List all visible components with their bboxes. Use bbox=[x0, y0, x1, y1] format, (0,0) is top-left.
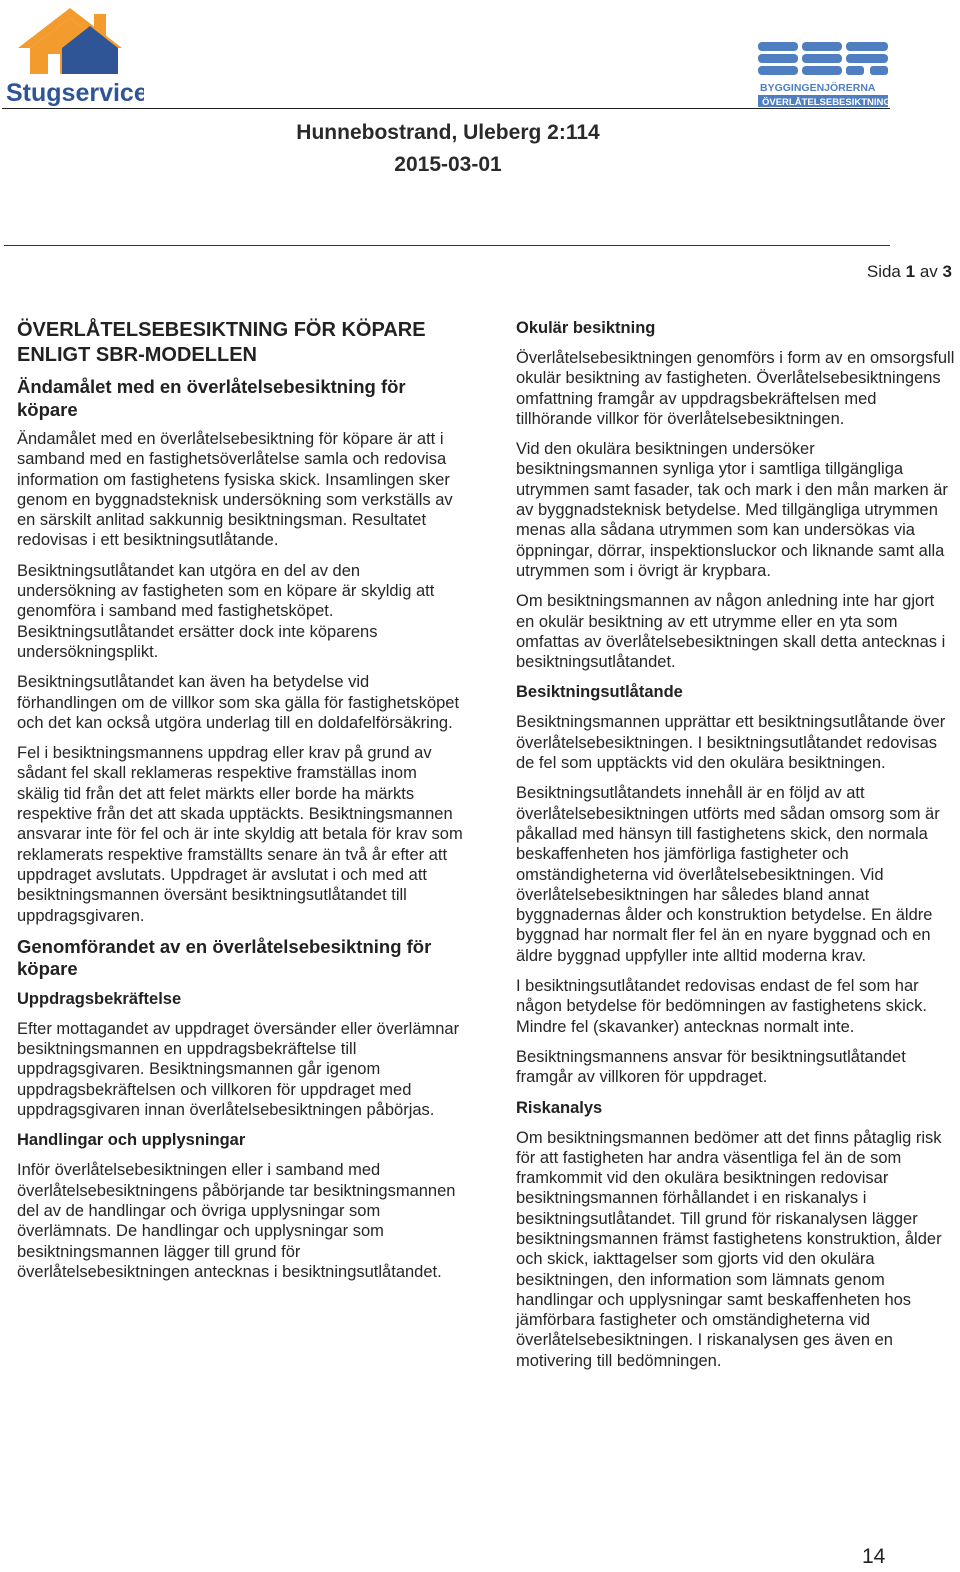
sbr-logo bbox=[756, 40, 892, 110]
paragraph: Besiktningsutlåtandet kan även ha betydelse vid förhandlingen om de villkor som ska gälla för fastighetsköpet och det kan också utgöra underlag till en doldafelförsäkring. bbox=[17, 673, 460, 732]
right-column bbox=[516, 318, 956, 1381]
assignment-heading: Uppdragsbekräftelse bbox=[17, 989, 182, 1008]
paragraph: Ändamålet med en överlåtelsebesiktning för köpare är att i samband med en fastighetsöverlåtelse samla och redovisa information om fastighetens fysiska skick. Insamlingen sker genom en byggnadsteknisk undersökning som verkställs av en särskilt anlitad sakkunnig besiktningsman. Resultatet redovisas i ett besiktningsutlåtande. bbox=[17, 430, 453, 550]
paragraph: Överlåtelsebesiktningen genomförs i form av en omsorgsfull okulär besiktning av fastigheten. Överlåtelsebesiktningens omfattning framgår av uppdragsbekräftelsen med tillhörande villkor för överlåtelsebesiktningen. bbox=[516, 349, 955, 428]
page-of: av bbox=[919, 262, 938, 281]
header-divider bbox=[2, 108, 890, 109]
inspection-date: 2015-03-01 bbox=[394, 153, 502, 176]
paragraph: Fel i besiktningsmannens uppdrag eller krav på grund av sådant fel skall reklameras respektive framställas inom skälig tid från det att felet märkts eller borde ha märkts respektive från det att skada upptäckts. Besiktningsmannen ansvarar inte för fel och är inte skyldig att betala för krav som reklamerats respektive framställts senare än två år efter att uppdraget avslutats. Uppdraget är avslutat i och med att besiktningsmannen översänt besiktningsutlåtandet till uppdragsgivaren. bbox=[17, 744, 463, 925]
execution-heading: Genomförandet av en överlåtelsebesiktning för köpare bbox=[17, 935, 432, 980]
page-indicator bbox=[867, 262, 952, 282]
house-logo-icon bbox=[4, 4, 144, 108]
sbr-sub2: ÖVERLÅTELSEBESIKTNING bbox=[762, 97, 891, 108]
purpose-heading: Ändamålet med en överlåtelsebesiktning för köpare bbox=[17, 376, 406, 420]
paragraph: Vid den okulära besiktningen undersöker besiktningsmannen synliga ytor i samtliga tillgängliga utrymmen samt fasader, tak och mark i den mån marken är av byggnadsteknisk betydelse. Med tillgängliga utrymmen menas alla sådana utrymmen som kan undersökas via öppningar, dörrar, inspektionsluckor och liknande samt alla utrymmen som i övrigt är krypbara. bbox=[516, 440, 948, 580]
logo-text: Stugservice bbox=[6, 79, 144, 107]
sbr-sub1: BYGGINGENJÖRERNA bbox=[760, 82, 876, 94]
risk-analysis-heading: Riskanalys bbox=[516, 1098, 603, 1117]
paragraph: I besiktningsutlåtandet redovisas endast de fel som har någon betydelse för bedömningen av fastighetens skick. Mindre fel (skavanker) antecknas normalt inte. bbox=[516, 977, 927, 1036]
section-divider bbox=[4, 245, 890, 246]
stugservice-logo bbox=[4, 4, 144, 108]
paragraph: Om besiktningsmannen bedömer att det finns påtaglig risk för att fastigheten har andra väsentliga fel än de som framkommit vid den okulära besiktningen redovisar besiktningsmannen förhållandet i en riskanalys i besiktningsutlåtandet. Till grund för riskanalysen lägger besiktningsmannen främst fastighetens konstruktion, ålder och skick, iakttagelser som gjorts vid den okulära besiktningen, den information som lämnats genom handlingar och upplysningar samt beskaffenheten hos jämförbara fastigheter och omständigheterna vid överlåtelsebesiktningen. I riskanalysen ges även en motivering till bedömningen. bbox=[516, 1128, 942, 1370]
left-column bbox=[17, 318, 463, 1292]
paragraph: Besiktningsmannens ansvar för besiktningsutlåtandet framgår av villkoren för uppdraget. bbox=[516, 1047, 906, 1087]
paragraph: Besiktningsmannen upprättar ett besiktningsutlåtande över överlåtelsebesiktningen. I besiktningsutlåtandet redovisas de fel som upptäckts vid den okulära besiktningen. bbox=[516, 713, 946, 773]
report-heading: Besiktningsutlåtande bbox=[516, 683, 683, 702]
property-title: Hunnebostrand, Uleberg 2:114 bbox=[296, 121, 600, 144]
visual-inspection-heading: Okulär besiktning bbox=[516, 319, 656, 337]
page-total: 3 bbox=[942, 262, 952, 281]
main-heading: ÖVERLÅTELSEBESIKTNING FÖR KÖPARE ENLIGT SBR-MODELLEN bbox=[17, 319, 426, 366]
documents-heading: Handlingar och upplysningar bbox=[17, 1131, 246, 1150]
paragraph: Besiktningsutlåtandet kan utgöra en del av den undersökning av fastigheten som en köpare är skyldig att genomföra i samband med fastighetsköpet. Besiktningsutlåtandet ersätter dock inte köparens undersökningsplikt. bbox=[17, 561, 435, 661]
paragraph: Inför överlåtelsebesiktningen eller i samband med överlåtelsebesiktningens påbörjande tar besiktningsmannen del av de handlingar och övriga upplysningar som överlämnats. De handlingar och upplysningar som besiktningsmannen lägger till grund för överlåtelsebesiktningen antecknas i besiktningsutlåtandet. bbox=[17, 1161, 456, 1281]
paragraph: Besiktningsutlåtandets innehåll är en följd av att överlåtelsebesiktningen utförts med sådan omsorg som är påkallad med hänsyn till fastighetens skick, den normala beskaffenheten hos jämförliga fastigheter och omständigheterna vid överlåtelsebesiktningen. Vid överlåtelsebesiktningen har således bland annat byggnadernas ålder och konstruktion betydelse. En äldre byggnad har normalt fler fel än en nyare byggnad och en äldre byggnad uppfyller inte alltid moderna krav. bbox=[516, 784, 940, 965]
page-label: Sida bbox=[866, 262, 901, 281]
sbr-logo-icon bbox=[756, 40, 892, 110]
page-current: 1 bbox=[905, 262, 916, 281]
paragraph: Efter mottagandet av uppdraget översänder eller överlämnar besiktningsmannen en uppdragsbekräftelse till uppdragsgivaren. Besiktningsmannen går igenom uppdragsbekräftelsen och villkoren för uppdraget med uppdragsgivaren innan överlåtelsebesiktningen påbörjas. bbox=[17, 1019, 460, 1120]
page-number: 14 bbox=[862, 1545, 886, 1568]
paragraph: Om besiktningsmannen av någon anledning inte har gjort en okulär besiktning av ett utrymme eller en yta som omfattas av överlåtelsebesiktningen skall detta antecknas i besiktningsutlåtandet. bbox=[516, 592, 946, 672]
